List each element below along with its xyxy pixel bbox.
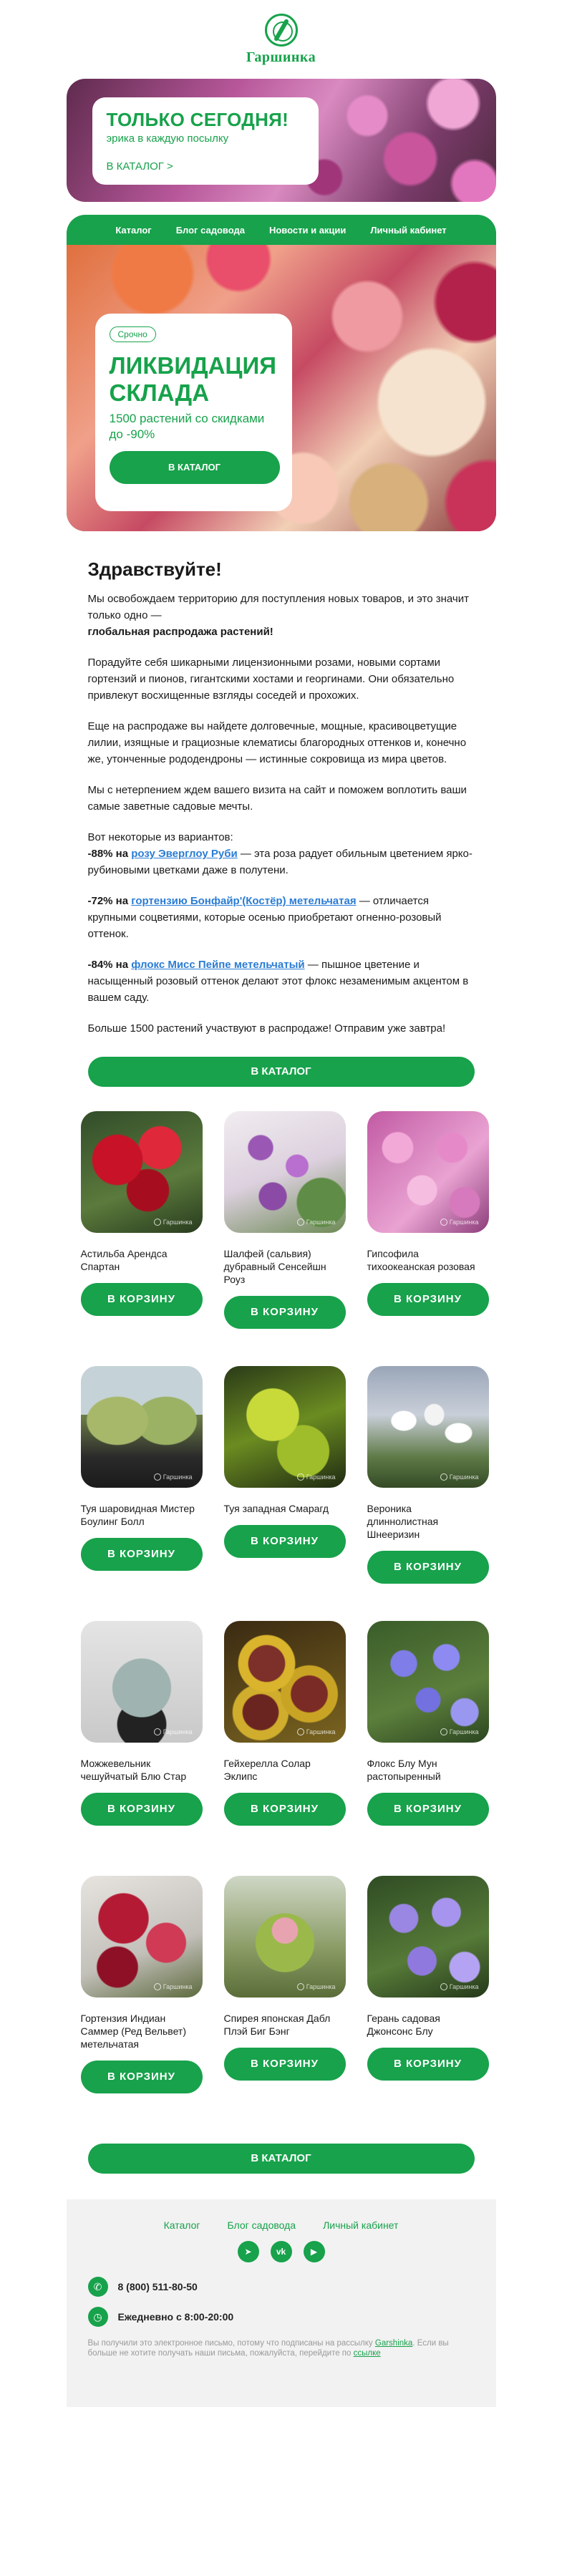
offer1-text: — эта роза радует обильным цветением ярко-рубиновыми цветками даже в полутени. <box>87 848 473 876</box>
offer1-link[interactable]: розу Эверглоу Руби <box>131 848 238 860</box>
product-card <box>353 1621 496 1876</box>
add-to-cart-button[interactable]: В КОРЗИНУ <box>367 1283 489 1316</box>
product-card <box>210 1111 353 1366</box>
top-nav <box>67 215 496 245</box>
product-image[interactable] <box>81 1366 203 1488</box>
add-to-cart-button[interactable]: В КОРЗИНУ <box>81 2061 203 2093</box>
watermark-text: Гаршинка <box>306 1728 336 1735</box>
watermark <box>154 1473 193 1481</box>
product-name[interactable]: Туя шаровидная Мистер Боулинг Болл <box>80 1503 195 1527</box>
product-card <box>210 1366 353 1621</box>
watermark-logo-icon <box>297 1473 304 1481</box>
footer-nav <box>88 2219 475 2231</box>
product-card <box>210 1621 353 1876</box>
today-card <box>92 97 319 185</box>
hero-subtitle: 1500 растений со скидками до -90% <box>109 412 265 441</box>
product-name[interactable]: Гортензия Индиан Саммер (Ред Вельвет) метельчатая <box>80 2013 186 2050</box>
footer-nav-blog[interactable]: Блог садовода <box>227 2219 296 2231</box>
add-to-cart-button[interactable]: В КОРЗИНУ <box>81 1793 203 1826</box>
telegram-icon[interactable]: ➤ <box>238 2241 259 2262</box>
add-to-cart-button[interactable]: В КОРЗИНУ <box>224 2048 346 2081</box>
paragraph-offer3 <box>88 957 475 1006</box>
product-image[interactable] <box>224 1876 346 1998</box>
footer-nav-catalog[interactable]: Каталог <box>163 2219 200 2231</box>
paragraph-invite: Мы с нетерпением ждем вашего визита на сайт и поможем воплотить ваши самые заветные садовые мечты. <box>87 784 467 813</box>
today-catalog-link[interactable]: В КАТАЛОГ > <box>106 160 173 173</box>
product-image[interactable] <box>367 1111 489 1233</box>
watermark-logo-icon <box>440 1219 447 1226</box>
offer3-text: — пышное цветение и насыщенный розовый оттенок делают этот флокс незаменимым акцентом в вашем саду. <box>87 959 469 1004</box>
watermark <box>440 1983 479 1990</box>
logo-text: Гаршинка <box>246 49 316 65</box>
offers-intro: Вот некоторые из вариантов: <box>87 831 233 843</box>
intro-text: Мы освобождаем территорию для поступления новых товаров, и это значит только одно — <box>87 593 469 621</box>
phone-icon: ✆ <box>88 2277 108 2297</box>
footer-phone[interactable]: 8 (800) 511-80-50 <box>117 2281 198 2292</box>
watermark-logo-icon <box>154 1728 161 1735</box>
product-name[interactable]: Астильба Арендса Спартан <box>80 1248 168 1272</box>
product-grid <box>67 1111 496 2131</box>
watermark-text: Гаршинка <box>306 1219 336 1226</box>
product-card <box>67 1876 210 2131</box>
watermark <box>297 1983 336 1990</box>
watermark-logo-icon <box>440 1473 447 1481</box>
product-name[interactable]: Гейхерелла Солар Эклипс <box>223 1758 311 1782</box>
watermark <box>440 1473 479 1481</box>
email-container <box>67 0 496 2407</box>
logo-icon <box>265 14 298 47</box>
watermark-logo-icon <box>440 1728 447 1735</box>
add-to-cart-button[interactable]: В КОРЗИНУ <box>81 1538 203 1571</box>
watermark-text: Гаршинка <box>449 1728 479 1735</box>
watermark <box>154 1728 193 1735</box>
watermark <box>297 1728 336 1735</box>
product-image[interactable] <box>224 1366 346 1488</box>
watermark <box>297 1473 336 1481</box>
vk-icon[interactable]: vk <box>271 2241 292 2262</box>
hero-section <box>67 215 496 531</box>
urgent-badge: Срочно <box>110 326 156 342</box>
paragraph-offer2 <box>88 893 475 942</box>
hero-image <box>67 245 496 531</box>
product-name[interactable]: Туя западная Смарагд <box>223 1503 329 1514</box>
today-banner[interactable] <box>67 79 496 202</box>
unsubscribe-note <box>88 2338 475 2358</box>
watermark <box>154 1983 193 1990</box>
today-subtitle: эрика в каждую посылку <box>106 132 229 145</box>
add-to-cart-button[interactable]: В КОРЗИНУ <box>367 1793 489 1826</box>
product-image[interactable] <box>81 1111 203 1233</box>
watermark-logo-icon <box>154 1219 161 1226</box>
hero-catalog-button[interactable]: В КАТАЛОГ <box>110 451 280 484</box>
product-name[interactable]: Гипсофила тихоокеанская розовая <box>367 1248 475 1272</box>
product-name[interactable]: Спирея японская Дабл Плэй Биг Бэнг <box>223 2013 331 2037</box>
nav-news[interactable]: Новости и акции <box>268 224 347 236</box>
add-to-cart-button[interactable]: В КОРЗИНУ <box>367 1551 489 1584</box>
footer <box>67 2199 496 2407</box>
catalog-button-bottom[interactable]: В КАТАЛОГ <box>88 2144 475 2174</box>
watermark-logo-icon <box>154 1473 161 1481</box>
footer-hours-row <box>88 2307 475 2327</box>
product-name[interactable]: Можжевельник чешуйчатый Блю Стар <box>80 1758 187 1782</box>
add-to-cart-button[interactable]: В КОРЗИНУ <box>224 1525 346 1558</box>
product-card <box>67 1111 210 1366</box>
youtube-icon[interactable]: ▶ <box>304 2241 325 2262</box>
offer2-text: — отличается крупными соцветиями, которые осенью приобретают огненно-розовый оттенок. <box>87 895 442 940</box>
watermark-text: Гаршинка <box>449 1473 479 1481</box>
footer-phone-row <box>88 2277 475 2297</box>
social-links <box>88 2241 475 2262</box>
clock-icon: ◷ <box>88 2307 108 2327</box>
nav-blog[interactable]: Блог садовода <box>175 224 245 236</box>
today-title: ТОЛЬКО СЕГОДНЯ! <box>106 109 289 130</box>
offer2-discount: -72% на <box>87 895 129 907</box>
product-card <box>67 1366 210 1621</box>
offer3-discount: -84% на <box>87 959 129 971</box>
add-to-cart-button[interactable]: В КОРЗИНУ <box>81 1283 203 1316</box>
product-card <box>353 1876 496 2131</box>
hero-card <box>95 314 292 511</box>
product-image[interactable] <box>81 1876 203 1998</box>
watermark-logo-icon <box>297 1983 304 1990</box>
product-image[interactable] <box>367 1621 489 1743</box>
footer-hours: Ежедневно с 8:00-20:00 <box>117 2311 234 2323</box>
add-to-cart-button[interactable]: В КОРЗИНУ <box>224 1793 346 1826</box>
offer3-link[interactable]: флокс Мисс Пейпе метельчатый <box>131 959 305 971</box>
note-text-b: . Если вы больше не хотите получать наши письма, пожалуйста, перейдите по <box>87 2339 449 2358</box>
product-card <box>353 1111 496 1366</box>
intro-bold: глобальная распродажа растений! <box>87 626 273 638</box>
paragraph-intro <box>88 591 475 640</box>
logo[interactable] <box>67 0 496 79</box>
watermark-text: Гаршинка <box>163 1983 193 1990</box>
watermark-text: Гаршинка <box>449 1219 479 1226</box>
watermark-text: Гаршинка <box>306 1983 336 1990</box>
watermark-logo-icon <box>440 1983 447 1990</box>
product-image[interactable] <box>81 1621 203 1743</box>
paragraph-roses: Порадуйте себя шикарными лицензионными розами, новыми сортами гортензий и пионов, гигантскими хостами и георгинами. Они обязательно привлекут восхищенные взгляды соседей и прохожих. <box>87 657 455 702</box>
watermark-text: Гаршинка <box>306 1473 336 1481</box>
watermark-text: Гаршинка <box>163 1473 193 1481</box>
add-to-cart-button[interactable]: В КОРЗИНУ <box>224 1296 346 1329</box>
nav-catalog[interactable]: Каталог <box>115 224 152 236</box>
watermark <box>297 1219 336 1226</box>
watermark-text: Гаршинка <box>163 1728 193 1735</box>
watermark-logo-icon <box>297 1728 304 1735</box>
catalog-button-top[interactable]: В КАТАЛОГ <box>88 1057 475 1087</box>
hero-title: ЛИКВИДАЦИЯ СКЛАДА <box>109 352 276 406</box>
product-card <box>353 1366 496 1621</box>
note-text-a: Вы получили это электронное письмо, потому что подписаны на рассылку <box>87 2339 373 2348</box>
product-card <box>67 1621 210 1876</box>
watermark <box>440 1219 479 1226</box>
product-image[interactable] <box>367 1876 489 1998</box>
product-name[interactable]: Шалфей (сальвия) дубравный Сенсейшн Роуз <box>223 1248 326 1285</box>
nav-account[interactable]: Личный кабинет <box>370 224 447 236</box>
product-name[interactable]: Флокс Блу Мун растопыренный <box>367 1758 441 1782</box>
paragraph-offers <box>88 829 475 878</box>
watermark <box>154 1219 193 1226</box>
note-brand-link[interactable]: Garshinka <box>374 2339 413 2348</box>
footer-nav-account[interactable]: Личный кабинет <box>323 2219 399 2231</box>
watermark-text: Гаршинка <box>163 1219 193 1226</box>
offer2-link[interactable]: гортензию Бонфайр'(Костёр) метельчатая <box>131 895 357 907</box>
watermark-logo-icon <box>297 1219 304 1226</box>
offer1-discount: -88% на <box>87 848 129 860</box>
watermark <box>440 1728 479 1735</box>
product-name[interactable]: Герань садовая Джонсонс Блу <box>367 2013 440 2037</box>
product-image[interactable] <box>224 1111 346 1233</box>
paragraph-closing: Больше 1500 растений участвуют в распродаже! Отправим уже завтра! <box>87 1022 446 1035</box>
greeting: Здравствуйте! <box>87 558 222 580</box>
product-image[interactable] <box>367 1366 489 1488</box>
product-card <box>210 1876 353 2131</box>
letter-body <box>67 531 496 1037</box>
watermark-logo-icon <box>154 1983 161 1990</box>
product-image[interactable] <box>224 1621 346 1743</box>
product-name[interactable]: Вероника длиннолистная Шнееризин <box>367 1503 439 1540</box>
unsubscribe-link[interactable]: ссылке <box>353 2349 381 2358</box>
add-to-cart-button[interactable]: В КОРЗИНУ <box>367 2048 489 2081</box>
paragraph-lilies: Еще на распродаже вы найдете долговечные, мощные, красивоцветущие лилии, изящные и грациозные клематисы благородных оттенков и, конечно же, утонченные рододендроны — истинные сокровища из мира цветов. <box>87 720 467 765</box>
watermark-text: Гаршинка <box>449 1983 479 1990</box>
